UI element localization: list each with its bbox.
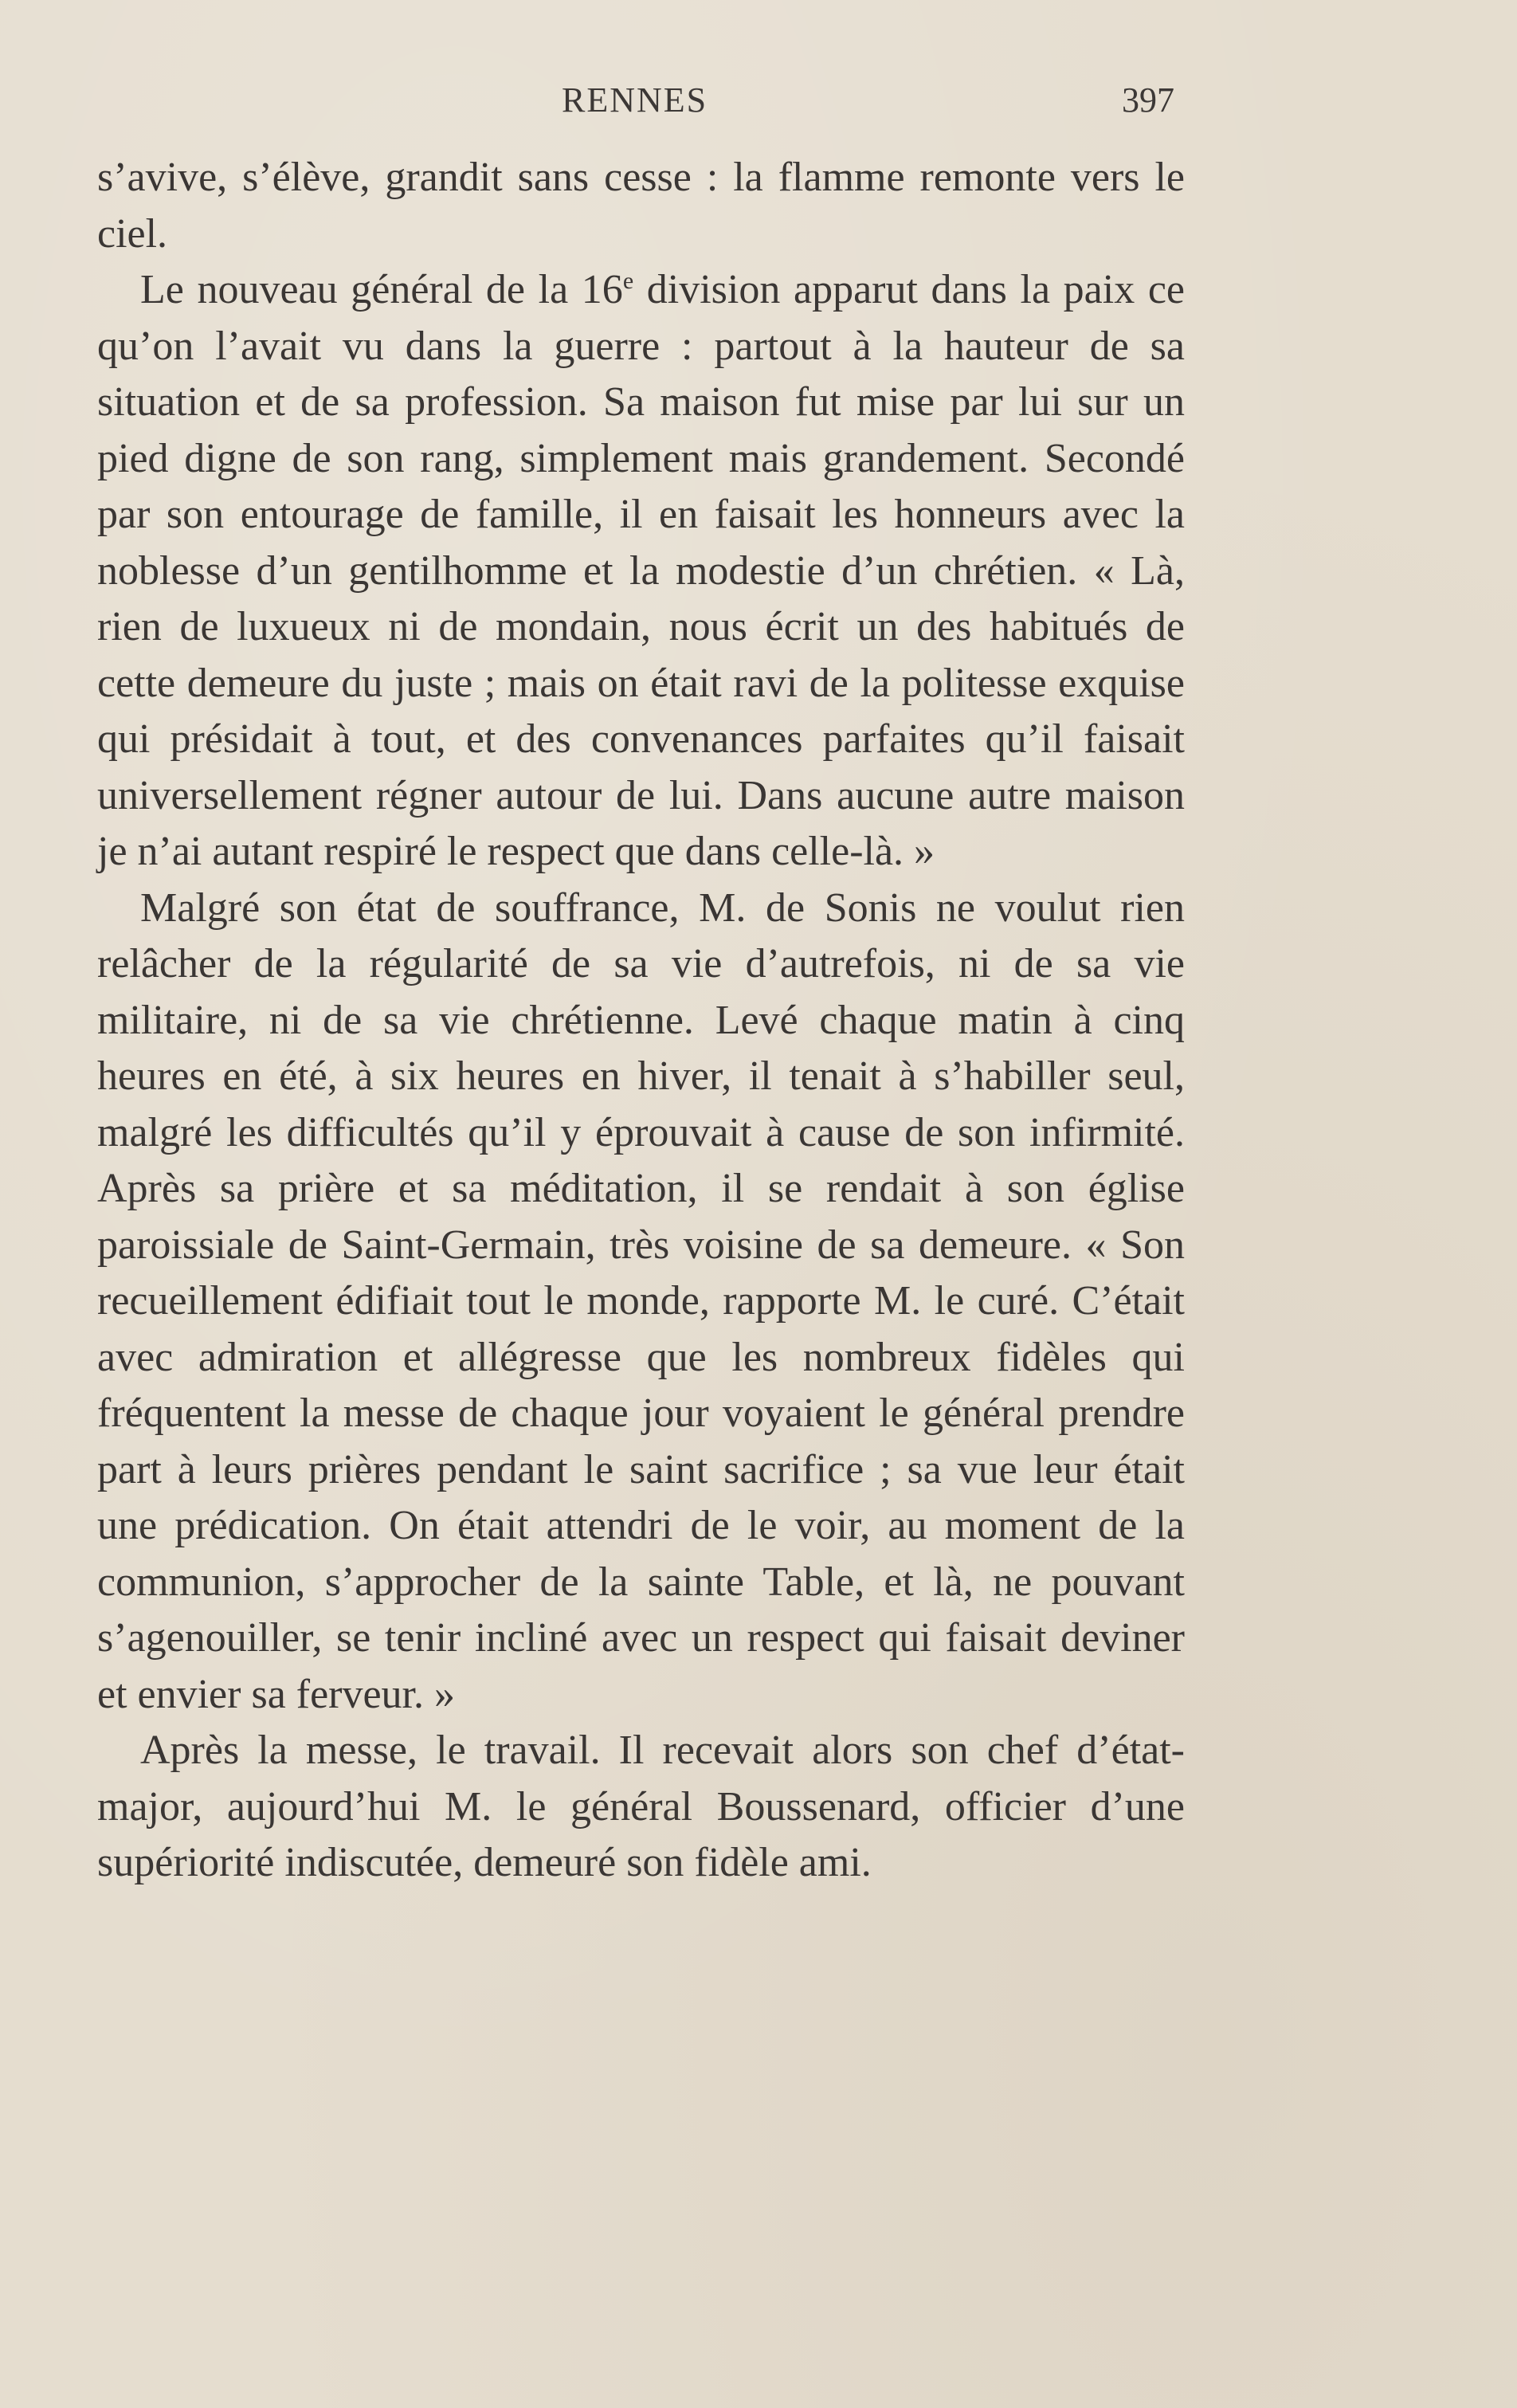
paragraph-2-text-start: Le nouveau général de la 16 <box>140 267 623 312</box>
paragraph-4: Après la messe, le travail. Il recevait alors son chef d’état-major, aujourd’hui M. le général Boussenard, officier d’une supériorité indiscutée, demeuré son fidèle ami. <box>97 1728 1185 1885</box>
paragraph-3: Malgré son état de souffrance, M. de Sonis ne voulut rien relâcher de la régularité de sa vie d’autrefois, ni de sa vie militaire, ni de sa vie chrétienne. Levé chaque matin à cinq heures en été, à six heures en hiver, il tenait à s’habiller seul, malgré les difficultés qu’il y éprouvait à cause de son infirmité. Après sa prière et sa méditation, il se rendait à son église paroissiale de Saint-Germain, très voisine de sa demeure. « Son recueillement édifiait tout le monde, rapporte M. le curé. C’était avec admiration et allégresse que les nombreux fidèles qui fréquentent la messe de chaque jour voyaient le général prendre part à leurs prières pendant le saint sacrifice ; sa vue leur était une prédication. On était attendri de le voir, au moment de la communion, s’approcher de la sainte Table, et là, ne pouvant s’agenouiller, se tenir incliné avec un respect qui faisait deviner et envier sa ferveur. » <box>97 884 1185 1717</box>
paragraph-2-text-end: division apparut dans la paix ce qu’on l’avait vu dans la guerre : partout à la hauteur de sa situation et de sa profession. Sa maison fut mise par lui sur un pied digne de son rang, simplement mais grandement. Secondé par son entourage de famille, il en faisait les honneurs avec la noblesse d’un gentilhomme et la modestie d’un chrétien. « Là, rien de luxueux ni de mondain, nous écrit un des habitués de cette demeure du juste ; mais on était ravi de la politesse exquise qui présidait à tout, et des convenances parfaites qu’il faisait universellement régner autour de lui. Dans aucune autre maison je n’ai autant respiré le respect que dans celle-là. » <box>97 267 1185 874</box>
running-title: RENNES <box>562 80 708 120</box>
paragraph-1: s’avive, s’élève, grandit sans cesse : la flamme remonte vers le ciel. <box>97 155 1185 257</box>
ordinal-superscript: e <box>622 268 634 294</box>
page-number: 397 <box>1122 80 1174 120</box>
running-header <box>0 80 1517 135</box>
body-text <box>97 150 1185 1892</box>
paragraph-2 <box>97 262 1185 880</box>
